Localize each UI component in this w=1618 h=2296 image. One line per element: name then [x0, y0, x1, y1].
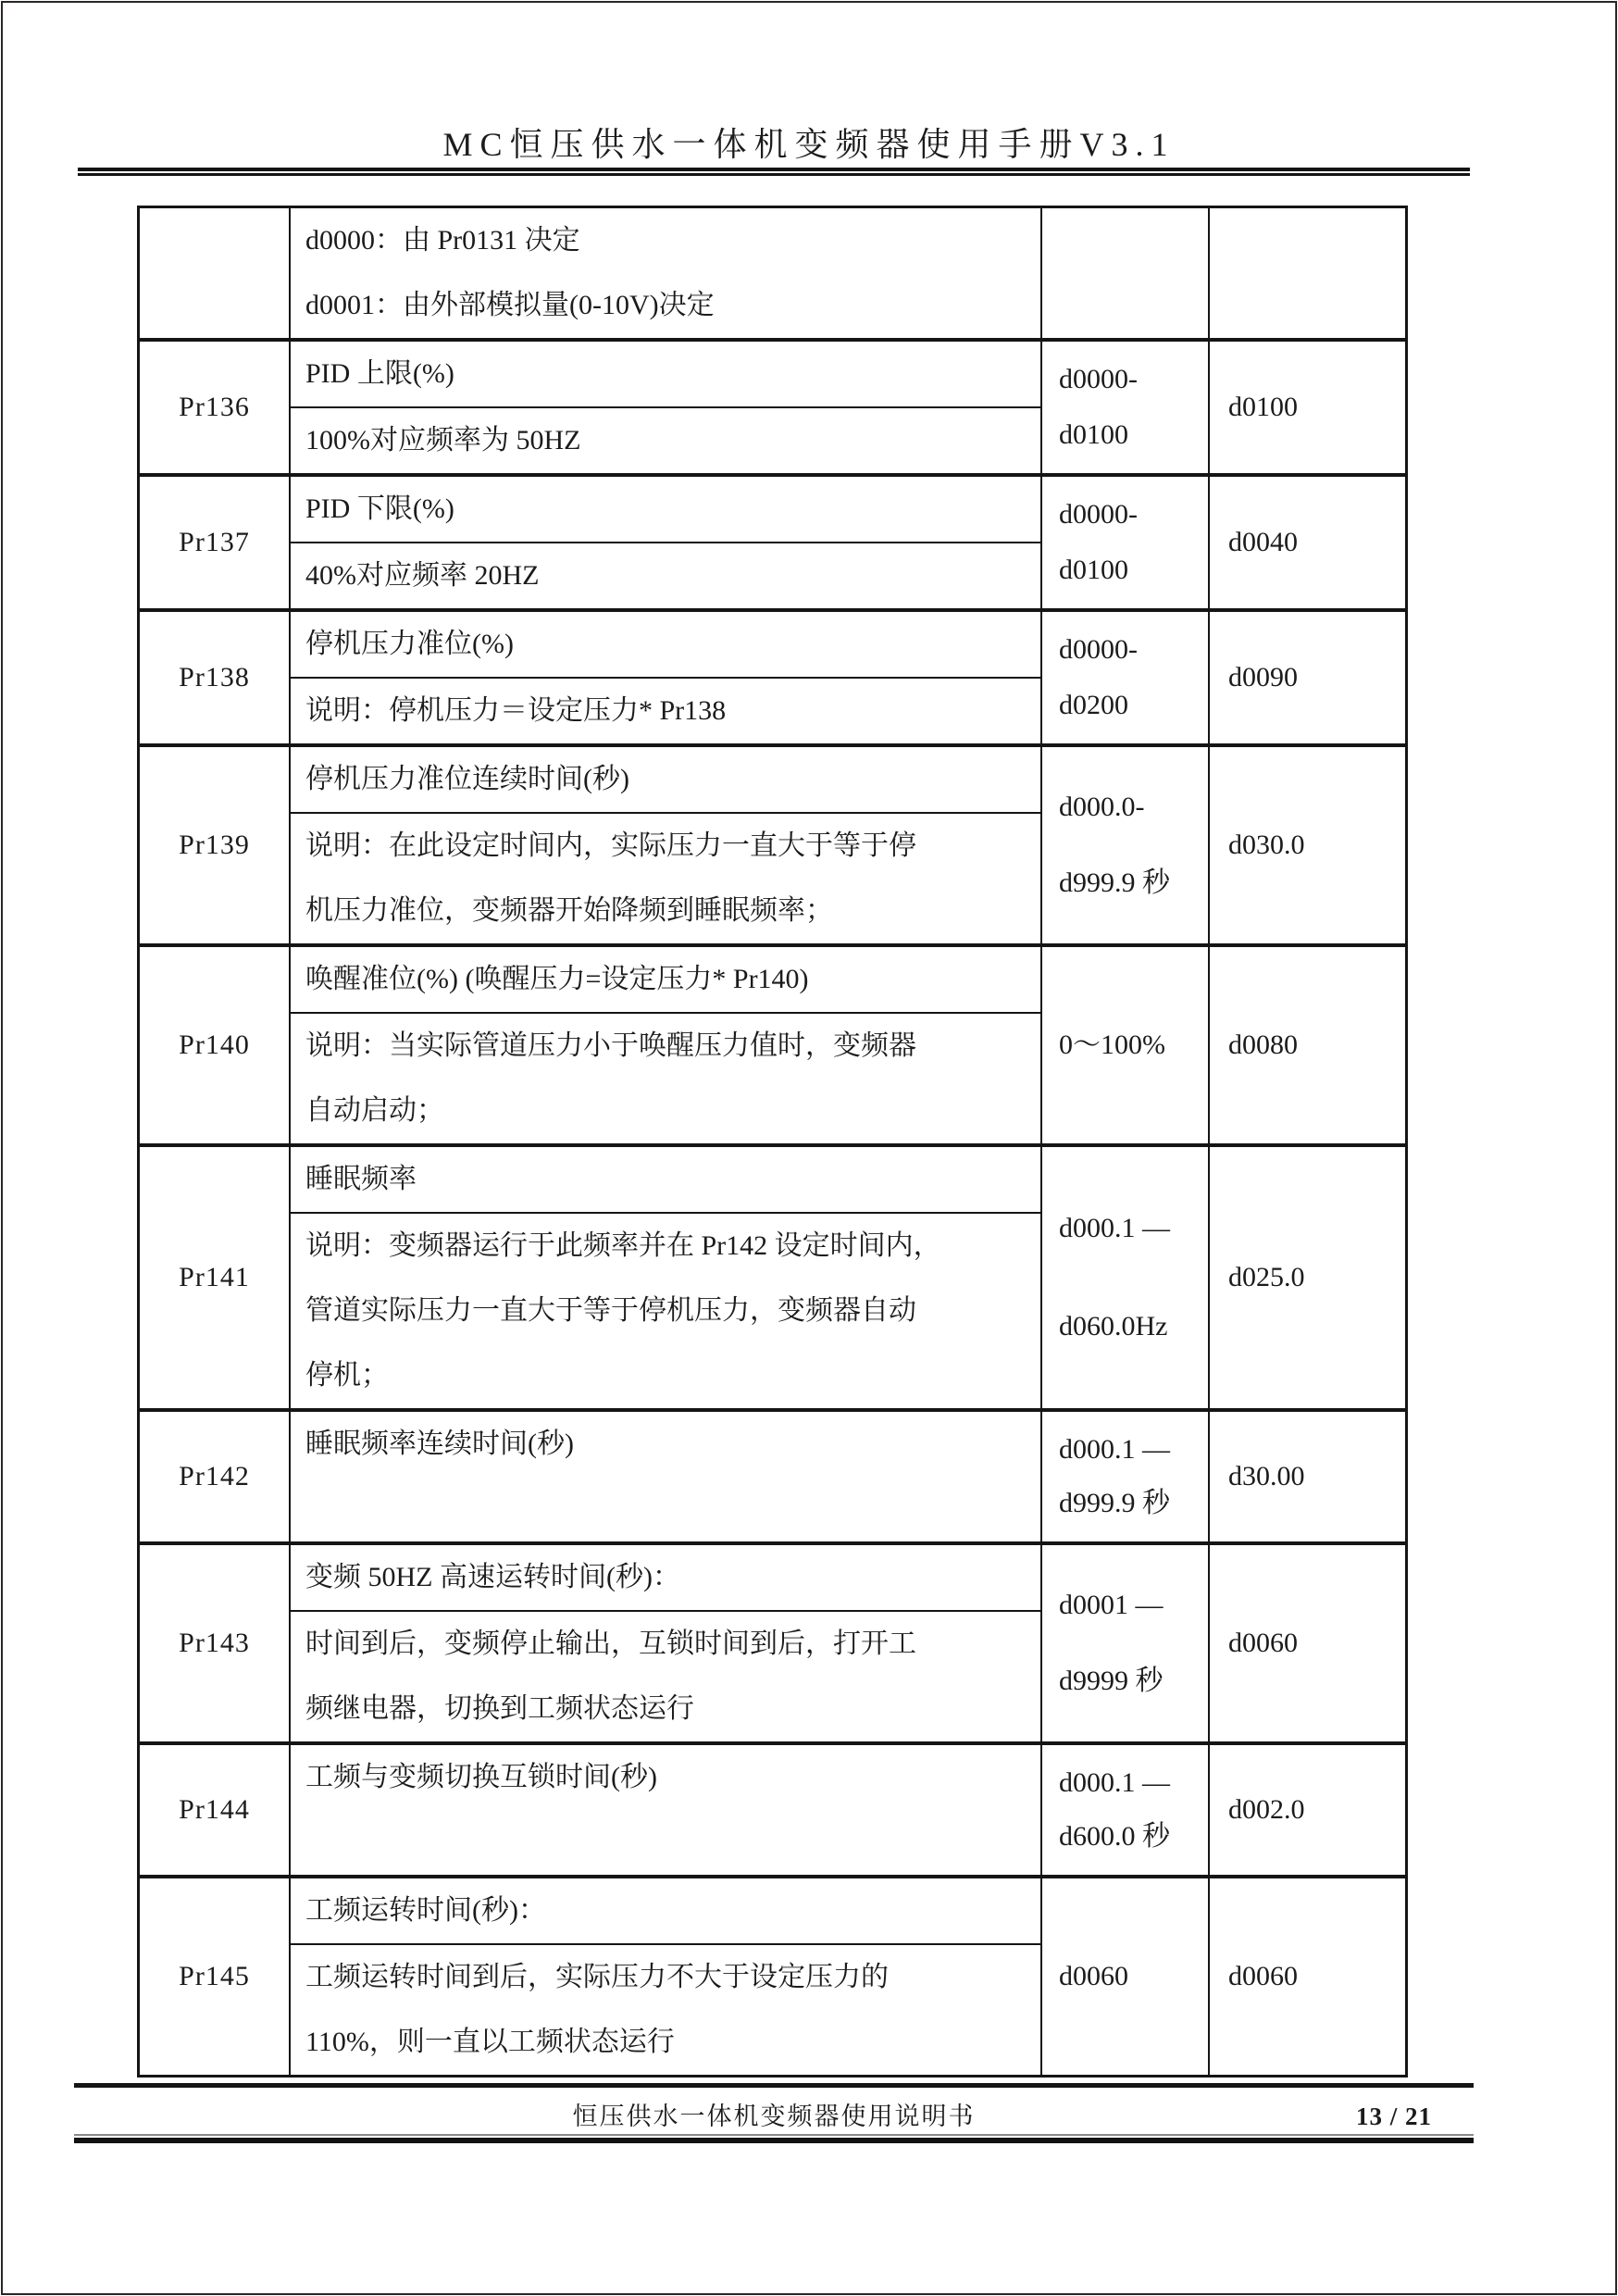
explanation-block [291, 1212, 1040, 1408]
description-line: PID 上限(%) [305, 358, 454, 389]
range-line: d9999 秒 [1059, 1666, 1164, 1697]
explanation-block [291, 542, 1040, 608]
range-cell [1040, 1412, 1208, 1541]
description-line: 变频 50HZ 高速运转时间(秒)： [305, 1562, 680, 1592]
description-cell [289, 1147, 1040, 1408]
range-cell [1040, 477, 1208, 608]
range-line: 0～100% [1059, 1029, 1165, 1060]
range-cell [1040, 612, 1208, 743]
header-double-rule [78, 168, 1470, 176]
table-row [140, 338, 1405, 473]
description-cell [289, 1412, 1040, 1541]
param-cell: Pr143 [179, 1628, 250, 1658]
description-line: 停机压力准位连续时间(秒) [305, 764, 629, 794]
param-cell: Pr144 [179, 1794, 250, 1825]
table-row [140, 1741, 1405, 1875]
description-line: 说明：停机压力＝设定压力* Pr138 [305, 695, 727, 726]
default-cell: d0040 [1208, 477, 1405, 608]
default-cell: d0060 [1208, 1545, 1405, 1741]
description-line: 机压力准位，变频器开始降频到睡眠频率； [305, 895, 833, 926]
description-block [291, 947, 1040, 1012]
description-line: 睡眠频率连续时间(秒) [305, 1429, 574, 1459]
description-line: 停机压力准位(%) [305, 629, 514, 659]
default-cell: d0080 [1208, 947, 1405, 1143]
description-line: 工频运转时间到后，实际压力不大于设定压力的 [305, 1962, 889, 1992]
range-line: d000.1 — [1059, 1766, 1170, 1798]
description-line: 说明：在此设定时间内，实际压力一直大于等于停 [305, 830, 916, 861]
range-cell [1040, 747, 1208, 943]
description-line: 时间到后，变频停止输出，互锁时间到后，打开工 [305, 1628, 916, 1659]
range-line: d0100 [1059, 418, 1128, 450]
table-row [140, 208, 1405, 338]
description-line: d0000：由 Pr0131 决定 [305, 225, 580, 256]
table-row [140, 743, 1405, 943]
range-line: d0100 [1059, 554, 1128, 585]
description-block [291, 208, 1040, 338]
description-cell [289, 747, 1040, 943]
description-block [291, 477, 1040, 542]
default-cell: d0060 [1208, 1878, 1405, 2075]
range-line: d999.9 秒 [1059, 1488, 1170, 1519]
footer-doc-name: 恒压供水一体机变频器使用说明书 [572, 2103, 976, 2130]
range-line: d000.0- [1059, 791, 1145, 822]
description-line: 说明：当实际管道压力小于唤醒压力值时，变频器 [305, 1030, 916, 1061]
table-row [140, 1408, 1405, 1541]
range-line: d0000- [1059, 499, 1138, 530]
range-line: d999.9 秒 [1059, 867, 1170, 899]
range-line: d000.1 — [1059, 1213, 1170, 1243]
default-cell [1208, 208, 1405, 338]
range-line: d0000- [1059, 634, 1138, 666]
description-line: 管道实际压力一直大于等于停机压力，变频器自动 [305, 1295, 916, 1326]
description-block [291, 1745, 1040, 1810]
description-line: 40%对应频率 20HZ [305, 560, 540, 591]
page-title: MC恒压供水一体机变频器使用手册V3.1 [442, 126, 1176, 163]
table-row [140, 473, 1405, 608]
range-cell [1040, 1745, 1208, 1875]
param-cell: Pr139 [179, 830, 250, 860]
default-cell: d0090 [1208, 612, 1405, 743]
default-cell: d0100 [1208, 342, 1405, 473]
description-line: 工频与变频切换互锁时间(秒) [305, 1762, 657, 1792]
param-cell [140, 208, 289, 338]
range-cell [1040, 947, 1208, 1143]
description-cell [289, 1545, 1040, 1741]
param-cell: Pr136 [179, 392, 250, 422]
footer-top-rule [74, 2083, 1474, 2088]
description-cell [289, 1745, 1040, 1875]
default-cell: d030.0 [1208, 747, 1405, 943]
range-line: d000.1 — [1059, 1433, 1170, 1465]
range-line: d060.0Hz [1059, 1311, 1168, 1341]
description-block [291, 1147, 1040, 1212]
description-line: 工频运转时间(秒)： [305, 1895, 546, 1926]
default-cell: d002.0 [1208, 1745, 1405, 1875]
explanation-block [291, 677, 1040, 743]
description-block [291, 1412, 1040, 1477]
description-line: 100%对应频率为 50HZ [305, 425, 581, 455]
description-cell [289, 208, 1040, 338]
description-block [291, 612, 1040, 677]
default-cell: d30.00 [1208, 1412, 1405, 1541]
description-block [291, 1878, 1040, 1943]
range-cell [1040, 1545, 1208, 1741]
default-cell: d025.0 [1208, 1147, 1405, 1408]
range-cell [1040, 342, 1208, 473]
table-row [140, 1143, 1405, 1408]
param-cell: Pr137 [179, 527, 250, 557]
table-row [140, 943, 1405, 1143]
description-line: PID 下限(%) [305, 493, 454, 524]
description-line: 自动启动； [305, 1095, 444, 1126]
description-block [291, 1545, 1040, 1610]
description-block [291, 747, 1040, 812]
description-cell [289, 612, 1040, 743]
page-footer [74, 2098, 1474, 2137]
param-cell: Pr141 [179, 1262, 250, 1292]
range-cell [1040, 1878, 1208, 2075]
page-number: 13 / 21 [1355, 2103, 1432, 2130]
range-line: d0060 [1059, 1961, 1128, 1991]
description-cell [289, 342, 1040, 473]
description-line: 睡眠频率 [305, 1164, 417, 1194]
param-cell: Pr142 [179, 1461, 250, 1491]
description-line: 频继电器，切换到工频状态运行 [305, 1693, 694, 1724]
range-cell [1040, 1147, 1208, 1408]
explanation-block [291, 1012, 1040, 1143]
param-cell: Pr140 [179, 1029, 250, 1060]
explanation-block [291, 812, 1040, 943]
range-line: d0000- [1059, 364, 1138, 395]
range-line: d0200 [1059, 689, 1128, 720]
range-cell [1040, 208, 1208, 338]
explanation-block [291, 406, 1040, 473]
description-line: 停机； [305, 1360, 389, 1391]
param-cell: Pr145 [179, 1961, 250, 1991]
description-cell [289, 1878, 1040, 2075]
description-cell [289, 947, 1040, 1143]
description-block [291, 342, 1040, 406]
range-line: d0001 — [1059, 1589, 1164, 1620]
description-line: d0001：由外部模拟量(0-10V)决定 [305, 290, 715, 320]
table-row [140, 608, 1405, 743]
range-line: d600.0 秒 [1059, 1821, 1170, 1853]
footer-bottom-rule [74, 2134, 1474, 2143]
table-row [140, 1541, 1405, 1741]
description-line: 唤醒准位(%) (唤醒压力=设定压力* Pr140) [305, 964, 809, 994]
description-line: 110%，则一直以工频状态运行 [305, 2027, 675, 2057]
explanation-block [291, 1943, 1040, 2075]
table-row [140, 1875, 1405, 2075]
parameter-table [137, 206, 1408, 2078]
description-cell [289, 477, 1040, 608]
param-cell: Pr138 [179, 662, 250, 693]
explanation-block [291, 1610, 1040, 1741]
description-line: 说明：变频器运行于此频率并在 Pr142 设定时间内， [305, 1230, 941, 1261]
